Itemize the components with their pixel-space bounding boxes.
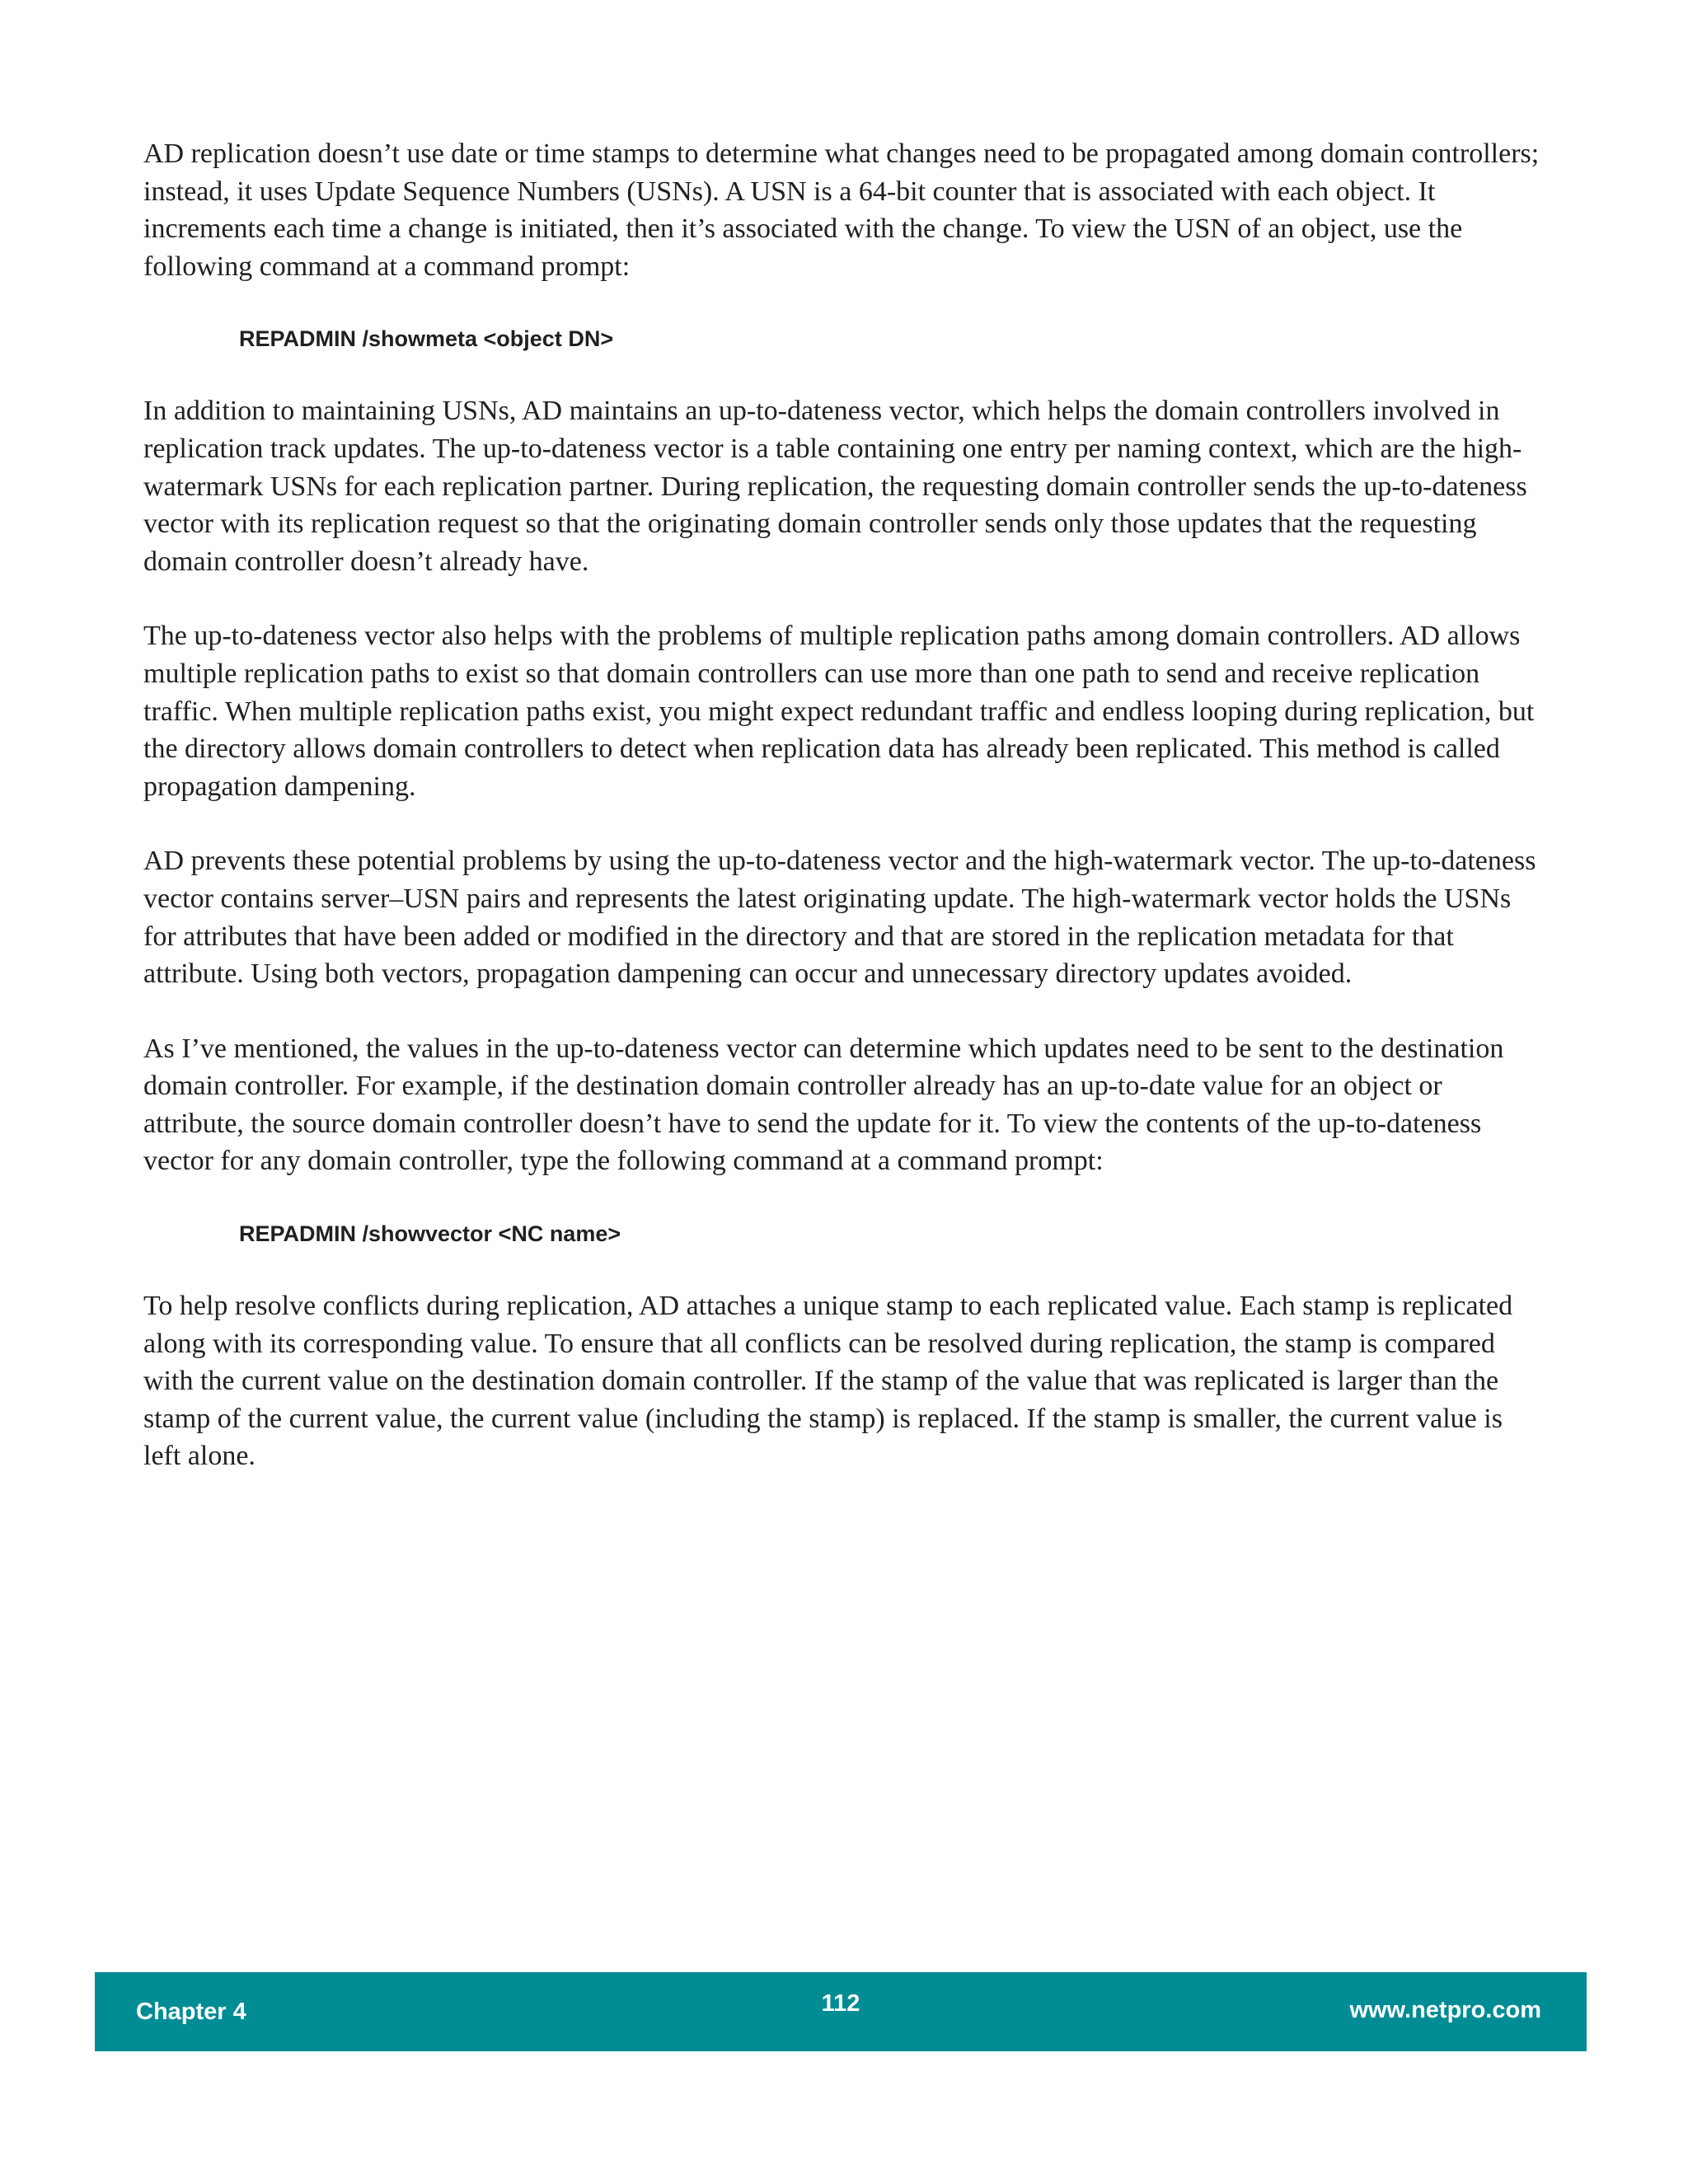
paragraph-multiple-paths: The up-to-dateness vector also helps with the problems of multiple replication paths among domain controllers. AD allows multiple replication paths to exist so that domain controllers can use more than one path to send and receive replication traffic. When multiple replication paths exist, you might expect redundant traffic and endless looping during replication, but the directory allows domain controllers to detect when replication data has already been replicated. This method is called propagation dampening. xyxy=(143,621,1535,802)
footer-chapter: Chapter 4 xyxy=(136,1999,246,2025)
paragraph-vector-values: As I’ve mentioned, the values in the up-to-dateness vector can determine which updates need to be sent to the destination domain controller. For example, if the destination domain controller already has an up-to-date value for an object or attribute, the source domain controller doesn’t have to send the update for it. To view the contents of the up-to-dateness vector for any domain controller, type the following command at a command prompt: xyxy=(143,1033,1504,1177)
page-body xyxy=(143,135,1545,1512)
command-showvector: REPADMIN /showvector <NC name> xyxy=(239,1221,621,1247)
page-footer xyxy=(95,1972,1587,2051)
command-showmeta: REPADMIN /showmeta <object DN> xyxy=(239,326,614,352)
footer-page-number: 112 xyxy=(821,1990,860,2017)
paragraph-up-to-dateness-vector: In addition to maintaining USNs, AD maintains an up-to-dateness vector, which helps the domain controllers involved in replication track updates. The up-to-dateness vector is a table containing one entry per naming context, which are the high-watermark USNs for each replication partner. During replication, the requesting domain controller sends the up-to-dateness vector with its replication request so that the originating domain controller sends only those updates that the requesting domain controller doesn’t already have. xyxy=(143,396,1527,577)
paragraph-high-watermark: AD prevents these potential problems by using the up-to-dateness vector and the high-watermark vector. The up-to-dateness vector contains server–USN pairs and represents the latest originating update. The high-watermark vector holds the USNs for attributes that have been added or modified in the directory and that are stored in the replication metadata for that attribute. Using both vectors, propagation dampening can occur and unnecessary directory updates avoided. xyxy=(143,846,1536,990)
paragraph-usn: AD replication doesn’t use date or time stamps to determine what changes need to be propagated among domain controllers; instead, it uses Update Sequence Numbers (USNs). A USN is a 64-bit counter that is associated with each object. It increments each time a change is initiated, then it’s associated with the change. To view the USN of an object, use the following command at a command prompt: xyxy=(143,138,1540,282)
footer-url[interactable]: www.netpro.com xyxy=(1349,1997,1541,2023)
paragraph-conflict-stamps: To help resolve conflicts during replication, AD attaches a unique stamp to each replicated value. Each stamp is replicated along with its corresponding value. To ensure that all conflicts can be resolved during replication, the stamp is compared with the current value on the destination domain controller. If the stamp of the value that was replicated is larger than the stamp of the current value, the current value (including the stamp) is replaced. If the stamp is smaller, the current value is left alone. xyxy=(143,1291,1513,1472)
